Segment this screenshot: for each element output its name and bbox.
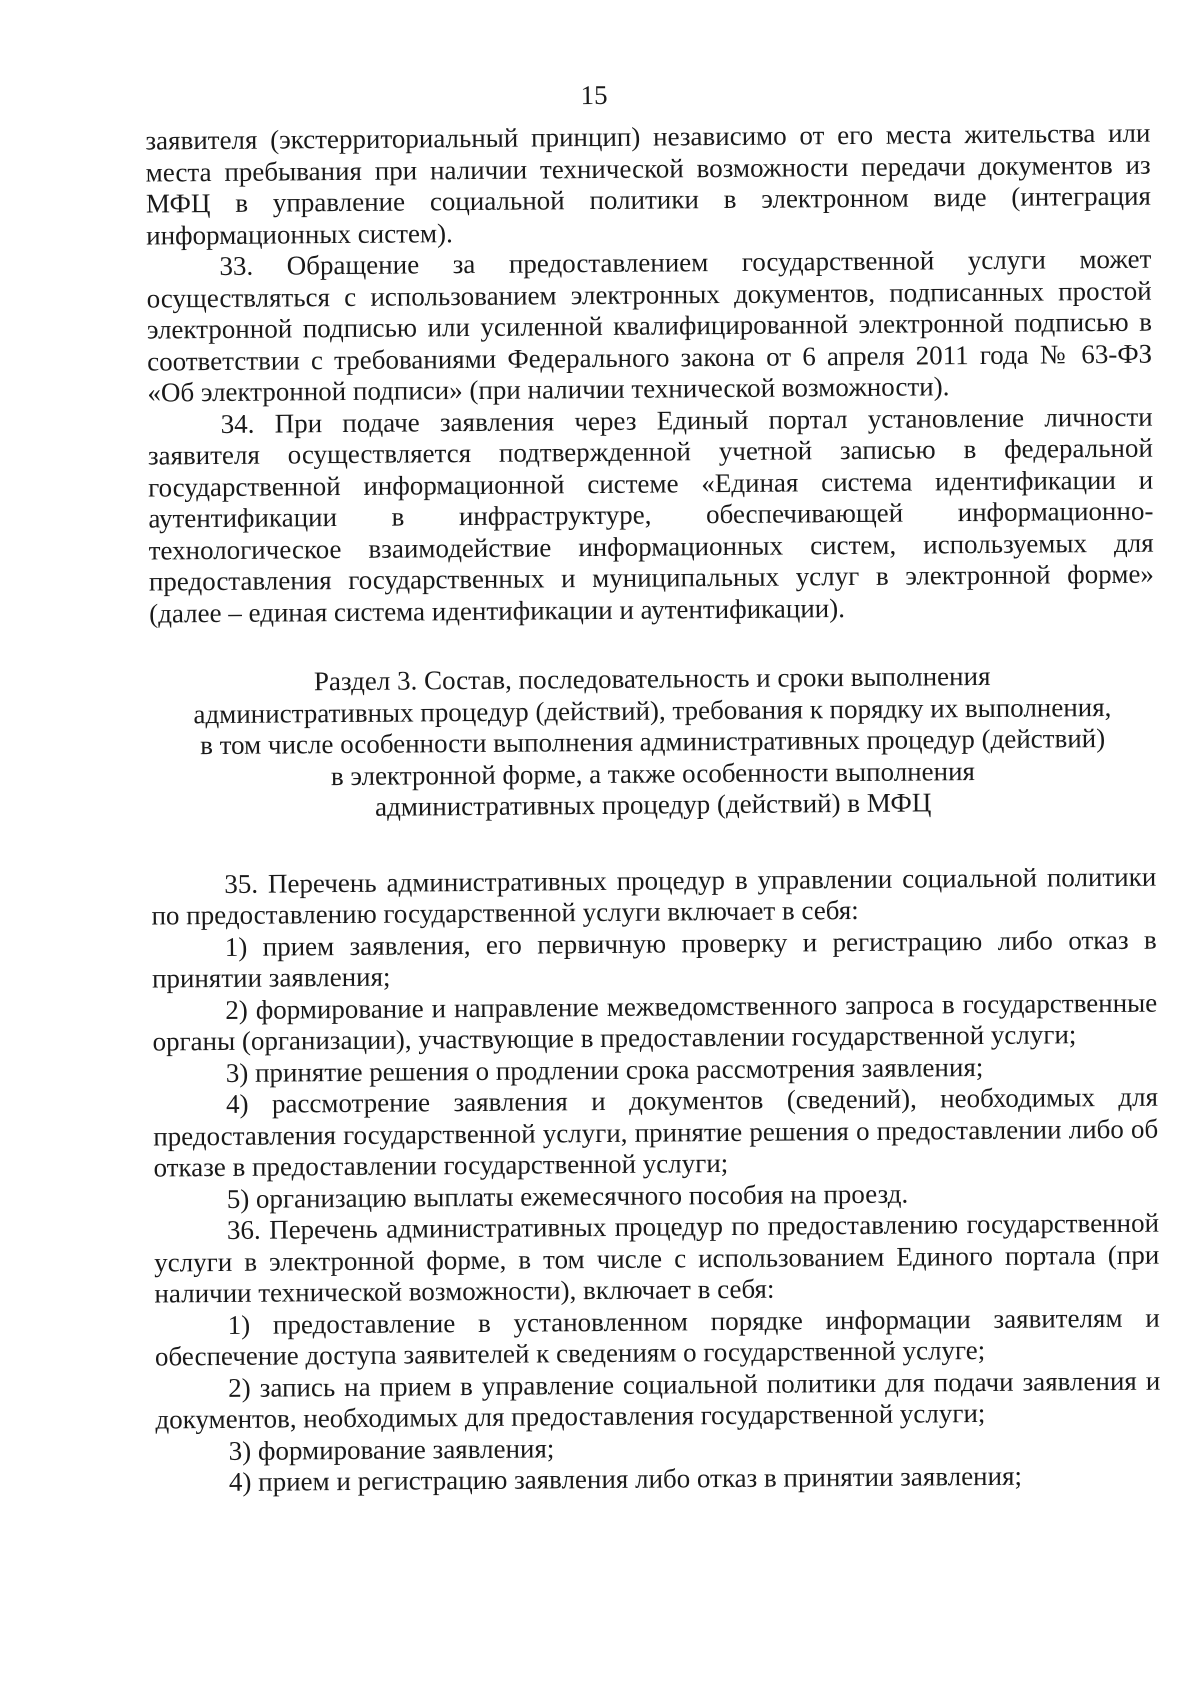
list-item-36-2: 2) запись на прием в управление социальной политики для подачи заявления и документов, необходимых для предоставления государственной услуги; — [155, 1365, 1161, 1435]
section-heading-line: в электронной форме, а также особенности выполнения — [330, 755, 976, 791]
section-heading-line: административных процедур (действий) в МФЦ — [374, 787, 932, 822]
document-body — [145, 118, 1161, 1499]
section-heading — [150, 660, 1156, 825]
paragraph-33: 33. Обращение за предоставлением государственной услуги может осуществляться с использованием электронных документов, подписанных простой электронной подписью или усиленной квалифицированной электронной подписью в соответствии с требованиями Федерального закона от 6 апреля 2011 года № 63-ФЗ «Об электронной подписи» (при наличии технической возможности). — [146, 243, 1153, 408]
list-item-36-4: 4) прием и регистрацию заявления либо отказ в принятии заявления; — [228, 1460, 1023, 1497]
list-item-35-2: 2) формирование и направление межведомственного запроса в государственные органы (организации), участвующие в предоставлении государственной услуги; — [152, 987, 1158, 1057]
list-item-36-1: 1) предоставление в установленном порядке информации заявителям и обеспечение доступа заявителей к сведениям о государственной услуге; — [154, 1302, 1160, 1372]
section-heading-line: в том числе особенности выполнения административных процедур (действий) — [200, 723, 1106, 761]
list-item-35-1: 1) прием заявления, его первичную проверку и регистрацию либо отказ в принятии заявления; — [151, 924, 1157, 994]
list-item-35-3: 3) принятие решения о продлении срока рассмотрения заявления; — [225, 1051, 984, 1088]
paragraph-continuation: заявителя (экстерриториальный принцип) независимо от его места жительства или места пребывания при наличии технической возможности передачи документов из МФЦ в управление социальной политики в электронном виде (интеграция информационных систем). — [145, 117, 1152, 251]
list-item-35-4: 4) рассмотрение заявления и документов (сведений), необходимых для предоставления государственной услуги, принятие решения о предоставлении либо об отказе в предоставлении государственной услуги; — [153, 1081, 1159, 1183]
section-heading-line: административных процедур (действий), требования к порядку их выполнения, — [193, 691, 1112, 729]
page-number: 15 — [580, 79, 608, 111]
paragraph-36: 36. Перечень административных процедур по предоставлению государственной услуги в электронной форме, в том числе с использованием Единого портала (при наличии технической возможности), включает в себя: — [154, 1207, 1160, 1309]
paragraph-35: 35. Перечень административных процедур в управлении социальной политики по предоставлению государственной услуги включает в себя: — [151, 861, 1157, 931]
section-heading-line: Раздел 3. Состав, последовательность и сроки выполнения — [313, 660, 991, 697]
list-item-35-5: 5) организацию выплаты ежемесячного пособия на проезд. — [226, 1178, 909, 1214]
list-item-36-3: 3) формирование заявления; — [228, 1432, 555, 1466]
paragraph-34: 34. При подаче заявления через Единый портал установление личности заявителя осуществляется подтвержденной учетной записью в федеральной государственной информационной системе «Единая система идентификации и аутентификации в инфраструктуре, обеспечивающей информационно-технологическое взаимодействие информационных систем, используемых для предоставления государственных и муниципальных услуг в электронной форме» (далее – единая система идентификации и аутентификации). — [147, 401, 1154, 629]
